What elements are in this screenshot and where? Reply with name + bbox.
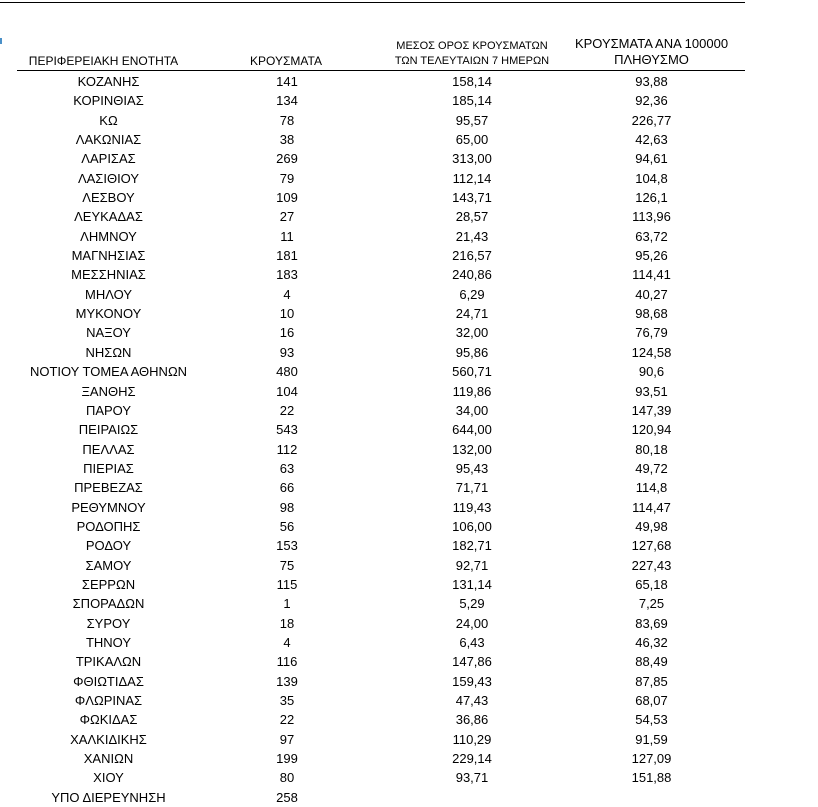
average-cell: 34,00: [455, 402, 489, 418]
per-100000-cell: 65,18: [635, 576, 668, 592]
cases-cell: 10: [279, 306, 295, 322]
region-name-cell: ΣΕΡΡΩΝ: [81, 576, 136, 592]
region-name-cell: ΛΕΥΚΑΔΑΣ: [74, 209, 143, 225]
top-rule: [0, 2, 745, 3]
average-cell: 21,43: [455, 228, 489, 244]
region-name-cell: ΡΟΔΟΥ: [85, 538, 132, 554]
cases-cell: 4: [283, 634, 291, 650]
average-cell: 143,71: [452, 190, 492, 206]
per-100000-cell: 7,25: [638, 596, 665, 612]
per-100000-cell: 42,63: [635, 132, 668, 148]
average-cell: 240,86: [452, 267, 492, 283]
table-row: [0, 169, 818, 188]
average-cell: 560,71: [452, 364, 492, 380]
average-cell: 36,86: [455, 712, 489, 728]
per-100000-cell: 68,07: [635, 693, 668, 708]
table-row: [0, 207, 818, 226]
table-row: [0, 343, 818, 362]
table-row: [0, 517, 818, 536]
average-cell: 95,43: [455, 460, 489, 476]
per-100000-cell: 88,49: [635, 654, 668, 670]
table-row: [0, 265, 818, 284]
cases-cell: 63: [279, 460, 295, 476]
cases-cell: 139: [276, 673, 298, 689]
table-row: [0, 575, 818, 594]
per-100000-cell: 114,8: [635, 480, 668, 496]
cases-cell: 116: [276, 654, 298, 670]
per-100000-cell: 127,68: [631, 538, 672, 554]
region-name-cell: ΧΑΝΙΩΝ: [83, 751, 134, 767]
table-row: [0, 556, 818, 575]
cases-cell: 97: [279, 731, 295, 747]
region-name-cell: ΧΙΟΥ: [93, 770, 124, 786]
average-cell: 185,14: [452, 93, 492, 109]
cases-cell: 98: [279, 499, 295, 515]
region-name-cell: ΧΑΛΚΙΔΙΚΗΣ: [70, 731, 147, 747]
per-100000-cell: 54,53: [635, 712, 668, 728]
region-name-cell: ΜΕΣΣΗΝΙΑΣ: [71, 267, 146, 283]
region-name-cell: ΛΗΜΝΟΥ: [80, 228, 137, 244]
table-row: [0, 788, 818, 807]
cases-table-body: [0, 72, 818, 807]
region-name-cell: ΠΕΛΛΑΣ: [82, 441, 135, 457]
average-cell: 28,57: [455, 209, 489, 225]
per-100000-cell: 104,8: [635, 170, 668, 186]
region-name-cell: ΝΗΣΩΝ: [85, 344, 132, 360]
per-100000-cell: 227,43: [631, 557, 672, 573]
table-row: [0, 246, 818, 265]
per-100000-cell: 147,39: [631, 402, 672, 418]
table-row: [0, 304, 818, 323]
table-row: [0, 749, 818, 768]
average-cell: 95,86: [455, 344, 489, 360]
region-name-cell: ΚΟΡΙΝΘΙΑΣ: [73, 93, 144, 109]
cases-cell: 4: [283, 286, 291, 302]
cases-cell: 134: [276, 93, 298, 109]
table-row: [0, 227, 818, 246]
table-row: [0, 130, 818, 149]
region-name-cell: ΦΛΩΡΙΝΑΣ: [74, 693, 143, 708]
region-name-cell: ΜΗΛΟΥ: [85, 286, 132, 302]
cases-cell: 112: [276, 441, 298, 457]
per-100000-cell: 94,61: [635, 151, 668, 167]
average-cell: 644,00: [452, 422, 492, 438]
header-cases-per-100000: [563, 36, 740, 68]
cases-cell: 80: [279, 770, 295, 786]
per-100000-cell: 76,79: [635, 325, 668, 341]
cases-cell: 104: [276, 383, 298, 399]
cases-cell: 199: [276, 751, 298, 767]
average-cell: 182,71: [452, 538, 492, 554]
cases-cell: 269: [276, 151, 298, 167]
region-name-cell: ΠΑΡΟΥ: [85, 402, 132, 418]
region-name-cell: ΝΑΞΟΥ: [86, 325, 131, 341]
table-row: [0, 768, 818, 787]
per-100000-cell: 114,47: [632, 499, 671, 515]
table-row: [0, 440, 818, 459]
region-name-cell: ΛΑΣΙΘΙΟΥ: [77, 170, 140, 186]
per-100000-cell: 124,58: [631, 344, 672, 360]
table-row: [0, 594, 818, 613]
table-row: [0, 691, 818, 710]
margin-mark: [0, 38, 2, 44]
region-name-cell: ΜΥΚΟΝΟΥ: [75, 306, 142, 322]
per-100000-cell: 90,6: [638, 364, 665, 380]
per-100000-cell: 46,32: [635, 634, 668, 650]
average-cell: 93,71: [455, 770, 489, 786]
average-cell: 119,43: [452, 499, 492, 515]
average-cell: 71,71: [455, 480, 489, 496]
cases-cell: 22: [279, 402, 295, 418]
average-cell: 110,29: [452, 731, 492, 747]
average-cell: 47,43: [455, 693, 489, 708]
region-name-cell: ΚΟΖΑΝΗΣ: [77, 74, 140, 89]
cases-cell: 480: [276, 364, 298, 380]
average-cell: 106,00: [452, 518, 492, 534]
table-row: [0, 188, 818, 207]
per-100000-cell: 80,18: [635, 441, 668, 457]
cases-cell: 18: [279, 615, 295, 631]
region-name-cell: ΣΑΜΟΥ: [85, 557, 132, 573]
cases-cell: 22: [279, 712, 295, 728]
average-cell: 159,43: [452, 673, 492, 689]
average-cell: 313,00: [452, 151, 492, 167]
average-cell: 5,29: [459, 596, 485, 612]
table-row: [0, 672, 818, 691]
cases-cell: 35: [279, 693, 295, 708]
cases-cell: 11: [280, 228, 294, 244]
per-100000-cell: 151,88: [631, 770, 672, 786]
region-name-cell: ΝΟΤΙΟΥ ΤΟΜΕΑ ΑΘΗΝΩΝ: [29, 364, 188, 380]
average-cell: 131,14: [452, 576, 492, 592]
per-100000-cell: 93,88: [635, 74, 668, 89]
region-name-cell: ΠΙΕΡΙΑΣ: [83, 460, 134, 476]
table-row: [0, 478, 818, 497]
per-100000-cell: 120,94: [631, 422, 672, 438]
cases-cell: 38: [279, 132, 295, 148]
region-name-cell: ΦΘΙΩΤΙΔΑΣ: [73, 673, 144, 689]
header-rule: [17, 70, 745, 71]
average-cell: 6,43: [459, 634, 485, 650]
region-name-cell: ΛΑΡΙΣΑΣ: [81, 151, 136, 167]
average-cell: 24,71: [455, 306, 489, 322]
average-cell: 32,00: [455, 325, 489, 341]
per-100000-cell: 113,96: [632, 209, 671, 225]
cases-cell: 75: [279, 557, 295, 573]
cases-cell: 1: [283, 596, 291, 612]
table-row: [0, 285, 818, 304]
table-row: [0, 730, 818, 749]
region-name-cell: ΣΥΡΟΥ: [86, 615, 131, 631]
per-100000-cell: 49,72: [635, 460, 668, 476]
per-100000-cell: 92,36: [635, 93, 668, 109]
per-100000-cell: 114,41: [632, 267, 671, 283]
per-100000-cell: 91,59: [635, 731, 668, 747]
cases-cell: 56: [279, 518, 295, 534]
average-cell: 24,00: [455, 615, 489, 631]
header-per-line1: ΚΡΟΥΣΜΑΤΑ ΑΝΑ 100000: [574, 36, 729, 51]
per-100000-cell: 93,51: [635, 383, 668, 399]
cases-cell: 16: [279, 325, 295, 341]
table-row: [0, 459, 818, 478]
header-per-line2: ΠΛΗΘΥΣΜΟ: [614, 52, 689, 67]
region-name-cell: ΤΗΝΟΥ: [85, 634, 132, 650]
per-100000-cell: 226,77: [631, 112, 672, 128]
table-row: [0, 401, 818, 420]
average-cell: 95,57: [455, 112, 489, 128]
region-name-cell: ΦΩΚΙΔΑΣ: [79, 712, 138, 728]
cases-cell: 543: [276, 422, 298, 438]
region-name-cell: ΚΩ: [99, 112, 118, 128]
table-row: [0, 633, 818, 652]
table-row: [0, 614, 818, 633]
average-cell: 229,14: [452, 751, 492, 767]
region-name-cell: ΤΡΙΚΑΛΩΝ: [75, 654, 142, 670]
average-cell: 6,29: [459, 286, 485, 302]
cases-cell: 66: [279, 480, 295, 496]
table-row: [0, 362, 818, 381]
average-cell: 65,00: [455, 132, 489, 148]
per-100000-cell: 87,85: [635, 673, 668, 689]
average-cell: 112,14: [452, 170, 492, 186]
cases-cell: 115: [276, 576, 298, 592]
average-cell: 132,00: [452, 441, 492, 457]
region-name-cell: ΛΕΣΒΟΥ: [82, 190, 135, 206]
average-cell: 147,86: [452, 654, 492, 670]
region-name-cell: ΜΑΓΝΗΣΙΑΣ: [71, 248, 146, 264]
header-cases: ΚΡΟΥΣΜΑΤΑ: [250, 54, 322, 68]
table-row: [0, 382, 818, 401]
cases-cell: 27: [279, 209, 295, 225]
per-100000-cell: 98,68: [635, 306, 668, 322]
cases-cell: 258: [276, 789, 298, 805]
table-row: [0, 420, 818, 439]
per-100000-cell: 49,98: [635, 518, 668, 534]
region-name-cell: ΠΕΙΡΑΙΩΣ: [78, 422, 139, 438]
region-name-cell: ΞΑΝΘΗΣ: [81, 383, 136, 399]
cases-cell: 93: [279, 344, 295, 360]
per-100000-cell: 63,72: [635, 228, 668, 244]
table-row: [0, 72, 818, 91]
table-row: [0, 710, 818, 729]
region-name-cell: ΥΠΟ ΔΙΕΡΕΥΝΗΣΗ: [51, 789, 166, 805]
table-row: [0, 111, 818, 130]
region-name-cell: ΛΑΚΩΝΙΑΣ: [75, 132, 142, 148]
cases-cell: 109: [276, 190, 298, 206]
header-average-line2: ΤΩΝ ΤΕΛΕΥΤΑΙΩΝ 7 ΗΜΕΡΩΝ: [394, 55, 550, 67]
table-row: [0, 536, 818, 555]
table-row: [0, 652, 818, 671]
region-name-cell: ΡΟΔΟΠΗΣ: [76, 518, 141, 534]
per-100000-cell: 126,1: [635, 190, 668, 206]
cases-cell: 79: [279, 170, 295, 186]
per-100000-cell: 95,26: [635, 248, 668, 264]
header-average-7-days: [383, 39, 561, 69]
average-cell: 158,14: [452, 74, 492, 89]
region-name-cell: ΣΠΟΡΑΔΩΝ: [72, 596, 145, 612]
table-row: [0, 323, 818, 342]
region-name-cell: ΡΕΘΥΜΝΟΥ: [71, 499, 146, 515]
average-cell: 92,71: [455, 557, 489, 573]
cases-cell: 141: [276, 74, 298, 89]
cases-cell: 153: [276, 538, 298, 554]
table-row: [0, 149, 818, 168]
table-row: [0, 498, 818, 517]
average-cell: 216,57: [452, 248, 492, 264]
header-region: ΠΕΡΙΦΕΡΕΙΑΚΗ ΕΝΟΤΗΤΑ: [28, 54, 179, 68]
cases-cell: 181: [276, 248, 298, 264]
per-100000-cell: 127,09: [631, 751, 672, 767]
per-100000-cell: 40,27: [635, 286, 668, 302]
cases-cell: 183: [276, 267, 298, 283]
region-name-cell: ΠΡΕΒΕΖΑΣ: [74, 480, 143, 496]
per-100000-cell: 83,69: [635, 615, 668, 631]
table-row: [0, 91, 818, 110]
average-cell: 119,86: [452, 383, 492, 399]
header-average-line1: ΜΕΣΟΣ ΟΡΟΣ ΚΡΟΥΣΜΑΤΩΝ: [396, 40, 548, 52]
cases-cell: 78: [279, 112, 295, 128]
